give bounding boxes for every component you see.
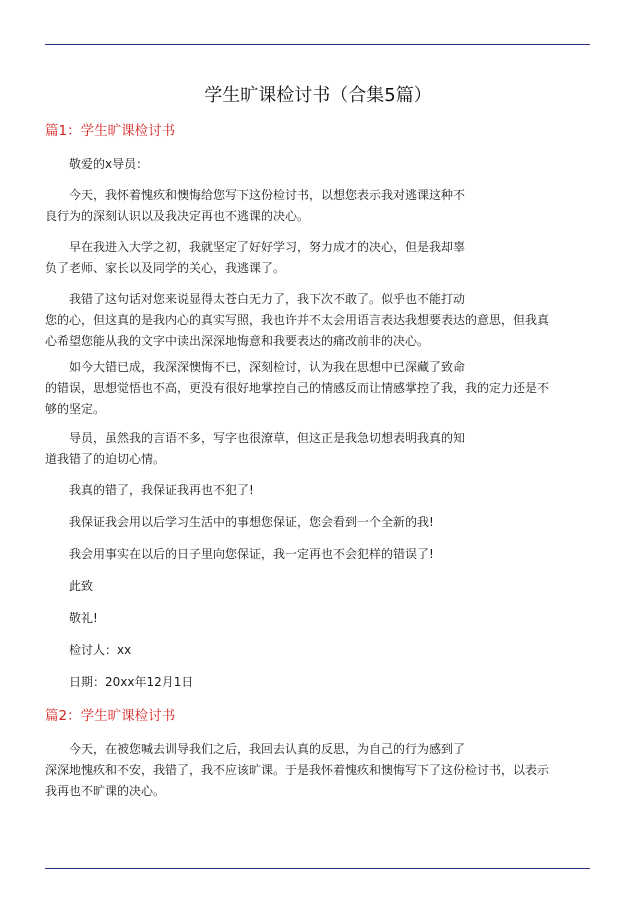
footer-rule [45, 868, 590, 869]
section-2-heading: 篇2：学生旷课检讨书 [45, 708, 176, 724]
date [45, 672, 590, 693]
paragraph-line: 道我错了的迫切心情。 [45, 452, 166, 466]
section-1-heading: 篇1：学生旷课检讨书 [45, 123, 176, 139]
paragraph-8 [45, 544, 590, 565]
closing-text: 此致 [69, 579, 94, 593]
paragraph-line: 深深地愧疚和不安，我错了，我不应该旷课。于是我怀着愧疚和懊悔写下了这份检讨书，以表示 [45, 763, 550, 777]
paragraph-line: 我再也不旷课的决心。 [45, 784, 166, 798]
closing-text: 敬礼! [69, 611, 98, 625]
paragraph-1 [45, 185, 590, 227]
paragraph-line: 我保证我会用以后学习生活中的事想您保证，您会看到一个全新的我! [69, 515, 434, 529]
closing-2 [45, 608, 590, 629]
signer [45, 640, 590, 661]
paragraph-line: 负了老师、家长以及同学的关心，我逃课了。 [45, 261, 286, 275]
paragraph-line: 够的坚定。 [45, 402, 106, 416]
salutation [45, 154, 590, 175]
paragraph-5 [45, 428, 590, 470]
closing-1 [45, 576, 590, 597]
paragraph-line: 良行为的深刻认识以及我决定再也不逃课的决心。 [45, 209, 310, 223]
paragraph-line: 您的心，但这真的是我内心的真实写照，我也许并不太会用语言表达我想要表达的意思，但我真 [45, 313, 550, 327]
document-title: 学生旷课检讨书（合集5篇） [204, 85, 432, 106]
date-text: 日期：20xx年12月1日 [69, 675, 194, 689]
paragraph-6 [45, 480, 590, 501]
paragraph-line: 今天，我怀着愧疚和懊悔给您写下这份检讨书，以想您表示我对逃课这种不 [69, 188, 466, 202]
paragraph-line: 导员，虽然我的言语不多，写字也很潦草，但这正是我急切想表明我真的知 [69, 431, 466, 445]
paragraph-line: 我错了这句话对您来说显得太苍白无力了，我下次不敢了。似乎也不能打动 [69, 292, 466, 306]
paragraph-line: 今天，在被您喊去训导我们之后，我回去认真的反思，为自己的行为感到了 [69, 742, 466, 756]
paragraph-line: 我真的错了，我保证我再也不犯了! [69, 483, 254, 497]
salutation-text: 敬爱的x导员： [69, 157, 149, 171]
paragraph-7 [45, 512, 590, 533]
header-rule [45, 44, 590, 45]
paragraph-4 [45, 357, 590, 420]
paragraph-3 [45, 289, 590, 352]
section-2-paragraph-1 [45, 739, 590, 802]
paragraph-line: 的错误，思想觉悟也不高，更没有很好地掌控自己的情感反而让情感掌控了我，我的定力还是不 [45, 381, 550, 395]
paragraph-line: 心希望您能从我的文字中读出深深地悔意和我要表达的痛改前非的决心。 [45, 334, 430, 348]
paragraph-line: 早在我进入大学之初，我就坚定了好好学习，努力成才的决心，但是我却辜 [69, 240, 466, 254]
paragraph-2 [45, 237, 590, 279]
paragraph-line: 如今大错已成，我深深懊悔不已，深刻检讨，认为我在思想中已深藏了致命 [69, 360, 466, 374]
signer-text: 检讨人：xx [69, 643, 132, 657]
paragraph-line: 我会用事实在以后的日子里向您保证，我一定再也不会犯样的错误了! [69, 547, 434, 561]
